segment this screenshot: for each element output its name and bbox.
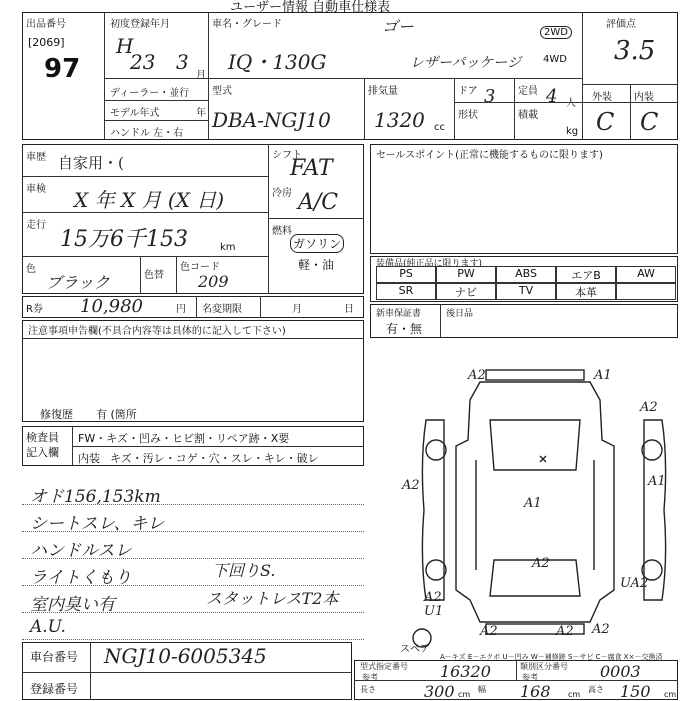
history-label: 車歴 xyxy=(26,152,46,163)
equipment-item: ナビ xyxy=(436,283,496,300)
equipment-item: エアB xyxy=(556,266,616,283)
steering-label: ハンドル 左・右 xyxy=(110,128,184,139)
repair-value: 有 (箇所 xyxy=(96,408,137,421)
inspector-row1: FW・キズ・凹み・ヒビ割・リペア跡・X要 xyxy=(78,432,290,445)
reg-era: H xyxy=(116,34,134,58)
note-rule xyxy=(22,504,364,505)
hand-note-line: ハンドルスレ xyxy=(30,541,132,561)
ref-label: 参考 xyxy=(362,673,378,682)
model-go: ゴー xyxy=(382,17,415,36)
new-car-value: 有・無 xyxy=(386,322,423,336)
width-value: 168 xyxy=(520,682,551,701)
chassis-value: NGJ10-6005345 xyxy=(104,644,267,668)
equipment-item: SR xyxy=(376,283,436,300)
cap-unit: 人 xyxy=(566,98,576,109)
door-value: 3 xyxy=(484,86,496,107)
inspector-row2-label: 内装 xyxy=(78,452,100,465)
color-code-value: 209 xyxy=(198,272,229,291)
damage-legend: A－キズ E－エクボ U－凹み W－補修跡 S－サビ C－腐食 X×－交換済 xyxy=(440,653,663,661)
reg-number-label: 登録番号 xyxy=(30,682,79,696)
width-label: 幅 xyxy=(478,685,486,694)
cap-label: 定員 xyxy=(518,86,538,97)
shift-label: シフト xyxy=(272,150,302,161)
mileage-unit: km xyxy=(220,242,236,253)
type-value: DBA-NGJ10 xyxy=(212,108,331,132)
hand-note-right-1: 下回りS. xyxy=(212,561,276,580)
height-label: 高さ xyxy=(588,685,604,694)
color-value: ブラック xyxy=(46,273,110,292)
disp-unit: cc xyxy=(434,122,445,133)
damage-mark: A2 xyxy=(640,400,658,415)
equipment-item: TV xyxy=(496,283,556,300)
damage-mark: A2 xyxy=(556,624,574,639)
disp-label: 排気量 xyxy=(368,86,398,97)
damage-mark: A2 xyxy=(402,478,420,493)
recycle-unit: 円 xyxy=(176,304,186,315)
equipment-item: PS xyxy=(376,266,436,283)
fuel-gas: ガソリン xyxy=(290,234,344,253)
damage-mark: A2 xyxy=(532,556,550,571)
hand-note-line: ライトくもり xyxy=(30,568,132,588)
damage-mark: A2 xyxy=(424,590,442,605)
tax-label: 名変期限 xyxy=(202,304,242,315)
lot-code: [2069] xyxy=(28,36,65,49)
model-no-label: 型式指定番号 xyxy=(360,662,408,671)
disp-value: 1320 xyxy=(374,108,425,132)
reg-month: 3 xyxy=(176,50,189,74)
color-change-label: 色替 xyxy=(144,270,164,281)
equipment-item: 本革 xyxy=(556,283,616,300)
door-label: ドア xyxy=(458,86,478,97)
note-rule xyxy=(22,531,364,532)
damage-mark: A1 xyxy=(648,474,666,489)
color-label: 色 xyxy=(26,264,36,275)
fuel-label: 燃料 xyxy=(272,226,292,237)
mileage-value: 15万6千153 xyxy=(60,227,188,252)
cap-value: 4 xyxy=(546,86,558,107)
note-rule xyxy=(22,558,364,559)
class-value: 0003 xyxy=(600,662,641,681)
lot-number: 97 xyxy=(44,54,81,84)
reg-year: 23 xyxy=(130,50,156,74)
history-value: 自家用・( xyxy=(58,154,124,172)
damage-mark: A1 xyxy=(594,368,612,383)
length-unit: cm xyxy=(458,690,471,699)
drive-2wd: 2WD xyxy=(540,26,572,39)
height-value: 150 xyxy=(620,682,651,701)
length-label: 長さ xyxy=(360,685,376,694)
damage-mark: A2 xyxy=(480,624,498,639)
recycle-label: R券 xyxy=(26,304,43,315)
equipment-item: PW xyxy=(436,266,496,283)
repair-label: 修復歴 xyxy=(40,408,73,421)
inspect-label: 車検 xyxy=(26,184,46,195)
damage-mark: A2 xyxy=(592,622,610,637)
model-label: 車名・グレード xyxy=(212,19,282,30)
mileage-label: 走行 xyxy=(26,220,46,231)
tax-month: 月 xyxy=(292,304,302,315)
hand-note-right-2: スタットレスT2本 xyxy=(206,589,339,608)
reg-date-label: 初度登録年月 xyxy=(110,19,170,30)
recycle-row xyxy=(22,296,364,318)
eval-value: 3.5 xyxy=(614,36,656,66)
ac-label: 冷房 xyxy=(272,188,292,199)
ext-label: 外装 xyxy=(592,92,612,103)
load-unit: kg xyxy=(566,126,579,137)
model-year-label: モデル年式 xyxy=(110,108,160,119)
equipment-item xyxy=(616,283,676,300)
inspect-value: X 年 X 月 (X 日) xyxy=(74,188,225,212)
note-rule xyxy=(22,612,364,613)
equipment-item: AW xyxy=(616,266,676,283)
inspector-label: 検査員記入欄 xyxy=(26,431,59,459)
tax-day: 日 xyxy=(344,304,354,315)
load-label: 積載 xyxy=(518,110,538,121)
reg-month-unit: 月 xyxy=(196,70,206,81)
damage-mark: A2 xyxy=(468,368,486,383)
fuel-diesel: 軽・油 xyxy=(298,258,335,272)
damage-mark: UA2 xyxy=(620,576,649,591)
model-year-unit: 年 xyxy=(196,108,206,119)
hand-note-line: 室内臭い有 xyxy=(30,595,115,615)
ac-value: A/C xyxy=(298,190,339,215)
model-value: IQ・130G xyxy=(228,50,327,74)
model-extra: レザーパッケージ xyxy=(410,55,522,71)
chassis-label: 車台番号 xyxy=(30,650,79,664)
int-value: C xyxy=(640,108,659,136)
inspector-row2: キズ・汚レ・コゲ・穴・スレ・キレ・破レ xyxy=(110,452,319,465)
ref-label-2: 参考 xyxy=(522,673,538,682)
after-label: 後日品 xyxy=(446,309,474,319)
lot-number-label: 出品番号 xyxy=(26,19,66,30)
hand-note-line: オド156,153km xyxy=(30,487,161,507)
shape-label: 形状 xyxy=(458,110,478,121)
model-no-value: 16320 xyxy=(440,662,491,681)
equipment-item: ABS xyxy=(496,266,556,283)
dealer-label: ディーラー・並行 xyxy=(110,88,190,99)
new-car-label: 新車保証書 xyxy=(376,309,422,319)
hand-note-line: シートスレ、キレ xyxy=(30,514,165,534)
shift-value: FAT xyxy=(290,156,333,181)
class-label: 類別区分番号 xyxy=(520,662,568,671)
damage-mark: A1 xyxy=(524,496,542,511)
ext-value: C xyxy=(596,108,615,136)
recycle-value: 10,980 xyxy=(80,296,143,317)
height-unit: cm xyxy=(664,690,677,699)
equipment-label: 装備品(純正品に限ります) xyxy=(376,259,483,269)
int-label: 内装 xyxy=(634,92,654,103)
length-value: 300 xyxy=(424,682,455,701)
drive-4wd: 4WD xyxy=(543,54,567,65)
hand-note-line: A.U. xyxy=(30,617,66,637)
sales-point-label: セールスポイント(正常に機能するものに限ります) xyxy=(376,150,603,161)
note-rule xyxy=(22,639,364,640)
damage-mark: U1 xyxy=(424,604,444,619)
notes-label: 注意事項申告欄(不具合内容等は具体的に記入して下さい) xyxy=(28,326,286,337)
top-title: ユーザー情報 自動車仕様表 xyxy=(230,0,391,15)
color-code-label: 色コード xyxy=(180,262,220,273)
spare-label: スペア xyxy=(400,644,430,655)
width-unit: cm xyxy=(568,690,581,699)
type-label: 型式 xyxy=(212,86,232,97)
eval-label: 評価点 xyxy=(606,19,636,30)
